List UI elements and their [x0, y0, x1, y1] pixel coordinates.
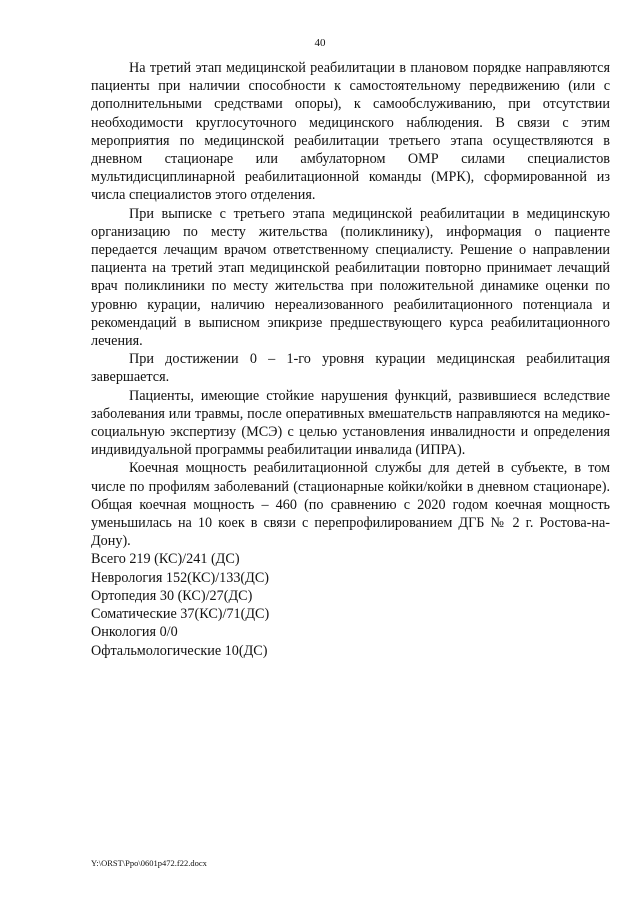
list-item-somatic: Соматические 37(КС)/71(ДС)	[91, 606, 270, 623]
paragraph-third-stage: На третий этап медицинской реабилитации в плановом порядке направляются пациенты при наличии способности к самостоятельному передвижению (или с дополнительными средствами опоры), к самообслуживанию, при отсутствии необходимости круглосуточного медицинского наблюдения. В связи с этим мероприятия по медицинской реабилитации третьего этапа осуществляются в дневном стационаре или амбулаторном ОМР силами специалистов мультидисциплинарной реабилитационной команды (МРК), сформированной из числа специалистов этого отделения.	[91, 60, 610, 204]
paragraph-discharge: При выписке с третьего этапа медицинской реабилитации в медицинскую организацию по месту жительства (поликлинику), информация о пациенте передается лечащим врачом ответственному специалисту. Решение о направлении пациента на третий этап медицинской реабилитации повторно принимает лечащий врач поликлиники по месту жительства при положительной динамике оценки по уровню курации, наличию нереализованного реабилитационного потенциала и рекомендаций в выписном эпикризе предшествующего курса реабилитационного лечения.	[91, 205, 610, 350]
list-item-oncology: Онкология 0/0	[91, 624, 178, 641]
list-item-ophthalmology: Офтальмологические 10(ДС)	[91, 642, 268, 659]
footer-file-path: Y:\ORST\Ppo\0601p472.f22.docx	[91, 858, 207, 868]
bed-capacity-list	[91, 550, 610, 659]
page-number: 40	[314, 37, 326, 49]
paragraph-completion: При достижении 0 – 1-го уровня курации медицинская реабилитация завершается.	[91, 351, 610, 386]
document-body	[91, 59, 610, 660]
list-item-total: Всего 219 (КС)/241 (ДС)	[91, 551, 240, 568]
list-item-neurology: Неврология 152(КС)/133(ДС)	[91, 569, 270, 586]
paragraph-bed-capacity: Коечная мощность реабилитационной службы для детей в субъекте, в том числе по профилям заболеваний (стационарные койки/койки в дневном стационаре). Общая коечная мощность – 460 (по сравнению с 2020 годом коечная мощность уменьшилась на 10 коек в связи с перепрофилированием ДГБ № 2 г. Ростова-на-Дону).	[91, 460, 610, 550]
list-item-orthopedics: Ортопедия 30 (КС)/27(ДС)	[91, 587, 253, 604]
paragraph-mse-referral: Пациенты, имеющие стойкие нарушения функций, развившиеся вследствие заболевания или травмы, после оперативных вмешательств направляются на медико-социальную экспертизу (МСЭ) с целью установления инвалидности и определения индивидуальной программы реабилитации инвалида (ИПРА).	[91, 387, 610, 459]
